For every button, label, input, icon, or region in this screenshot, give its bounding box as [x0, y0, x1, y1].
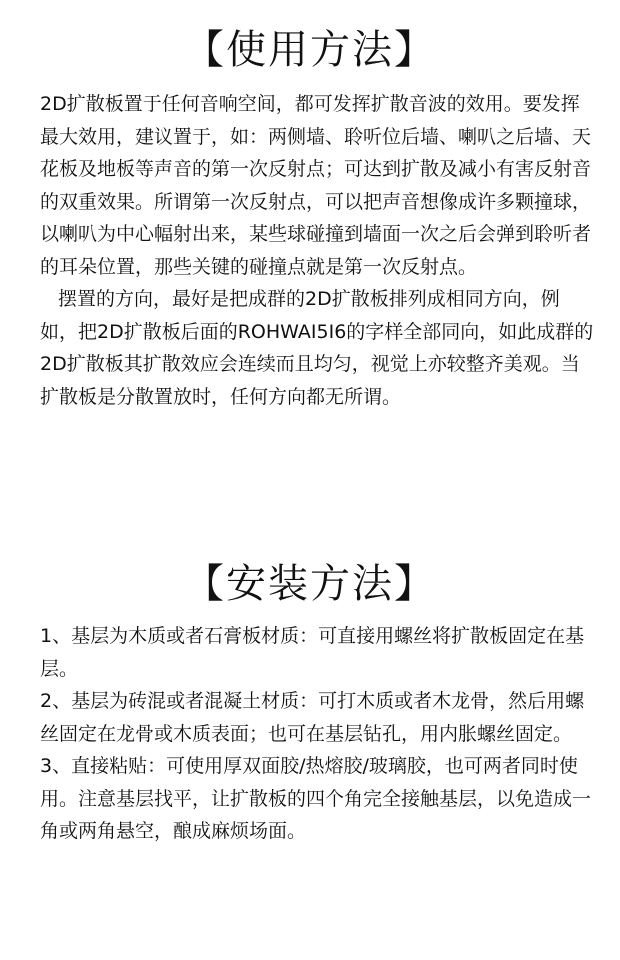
usage-paragraph-2: 摆置的方向，最好是把成群的2D扩散板排列成相同方向，例如，把2D扩散板后面的ROHWAI5I6的字样全部同向，如此成群的2D扩散板其扩散效应会连续而且均匀，视觉上亦较整齐美观。当扩散板是分散置放时，任何方向都无所谓。 [40, 288, 594, 408]
usage-section-title: 【使用方法】 [184, 27, 436, 73]
usage-paragraph-1: 2D扩散板置于任何音响空间，都可发挥扩散音波的效用。要发挥最大效用，建议置于，如：两侧墙、聆听位后墙、喇叭之后墙、天花板及地板等声音的第一次反射点；可达到扩散及减小有害反射音的双重效果。所谓第一次反射点，可以把声音想像成许多颗撞球，以喇叭为中心幅射出来，某些球碰撞到墙面一次之后会弹到聆听者的耳朵位置，那些关键的碰撞点就是第一次反射点。 [40, 93, 592, 278]
install-step-1: 1、基层为木质或者石膏板材质：可直接用螺丝将扩散板固定在基层。 [40, 625, 585, 680]
install-step-3: 3、直接粘贴：可使用厚双面胶/热熔胶/玻璃胶，也可两者同时使用。注意基层找平，让扩散板的四个角完全接触基层，以免造成一角或两角悬空，酿成麻烦场面。 [40, 755, 592, 842]
install-section-title: 【安装方法】 [184, 561, 436, 607]
install-body [40, 620, 595, 848]
install-step-2: 2、基层为砖混或者混凝土材质：可打木质或者木龙骨，然后用螺丝固定在龙骨或木质表面；也可在基层钻孔，用内胀螺丝固定。 [40, 690, 585, 745]
usage-body [40, 88, 595, 413]
